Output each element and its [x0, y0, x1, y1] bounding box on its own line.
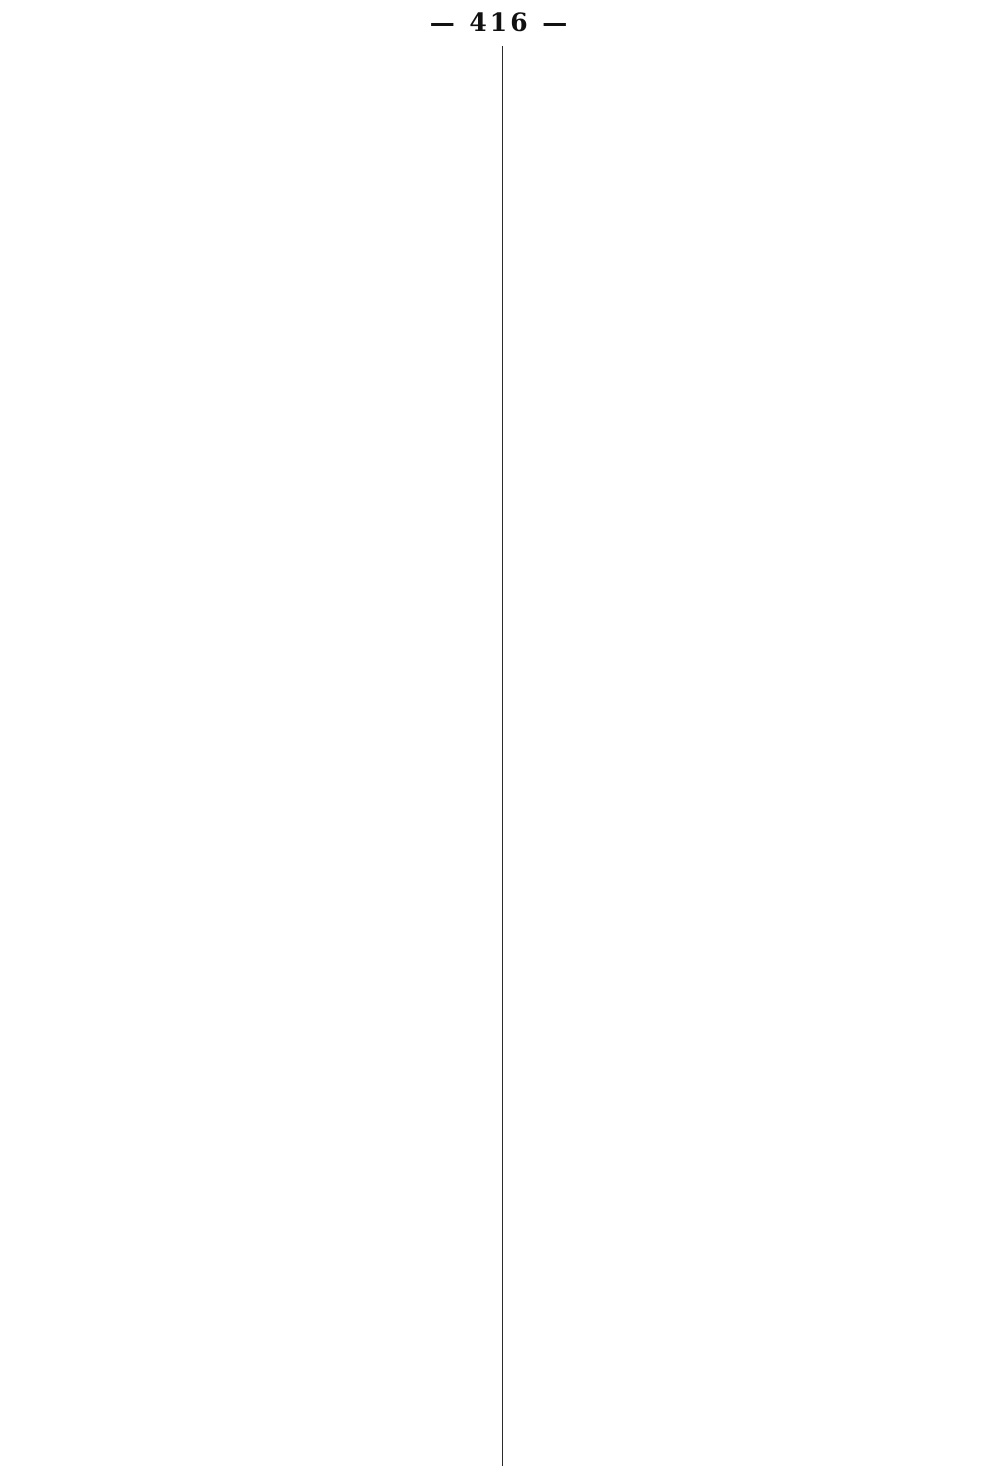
right-column	[508, 46, 982, 1464]
left-column	[22, 46, 496, 1464]
column-divider	[502, 46, 503, 1466]
page-number: — 416 —	[429, 8, 571, 37]
